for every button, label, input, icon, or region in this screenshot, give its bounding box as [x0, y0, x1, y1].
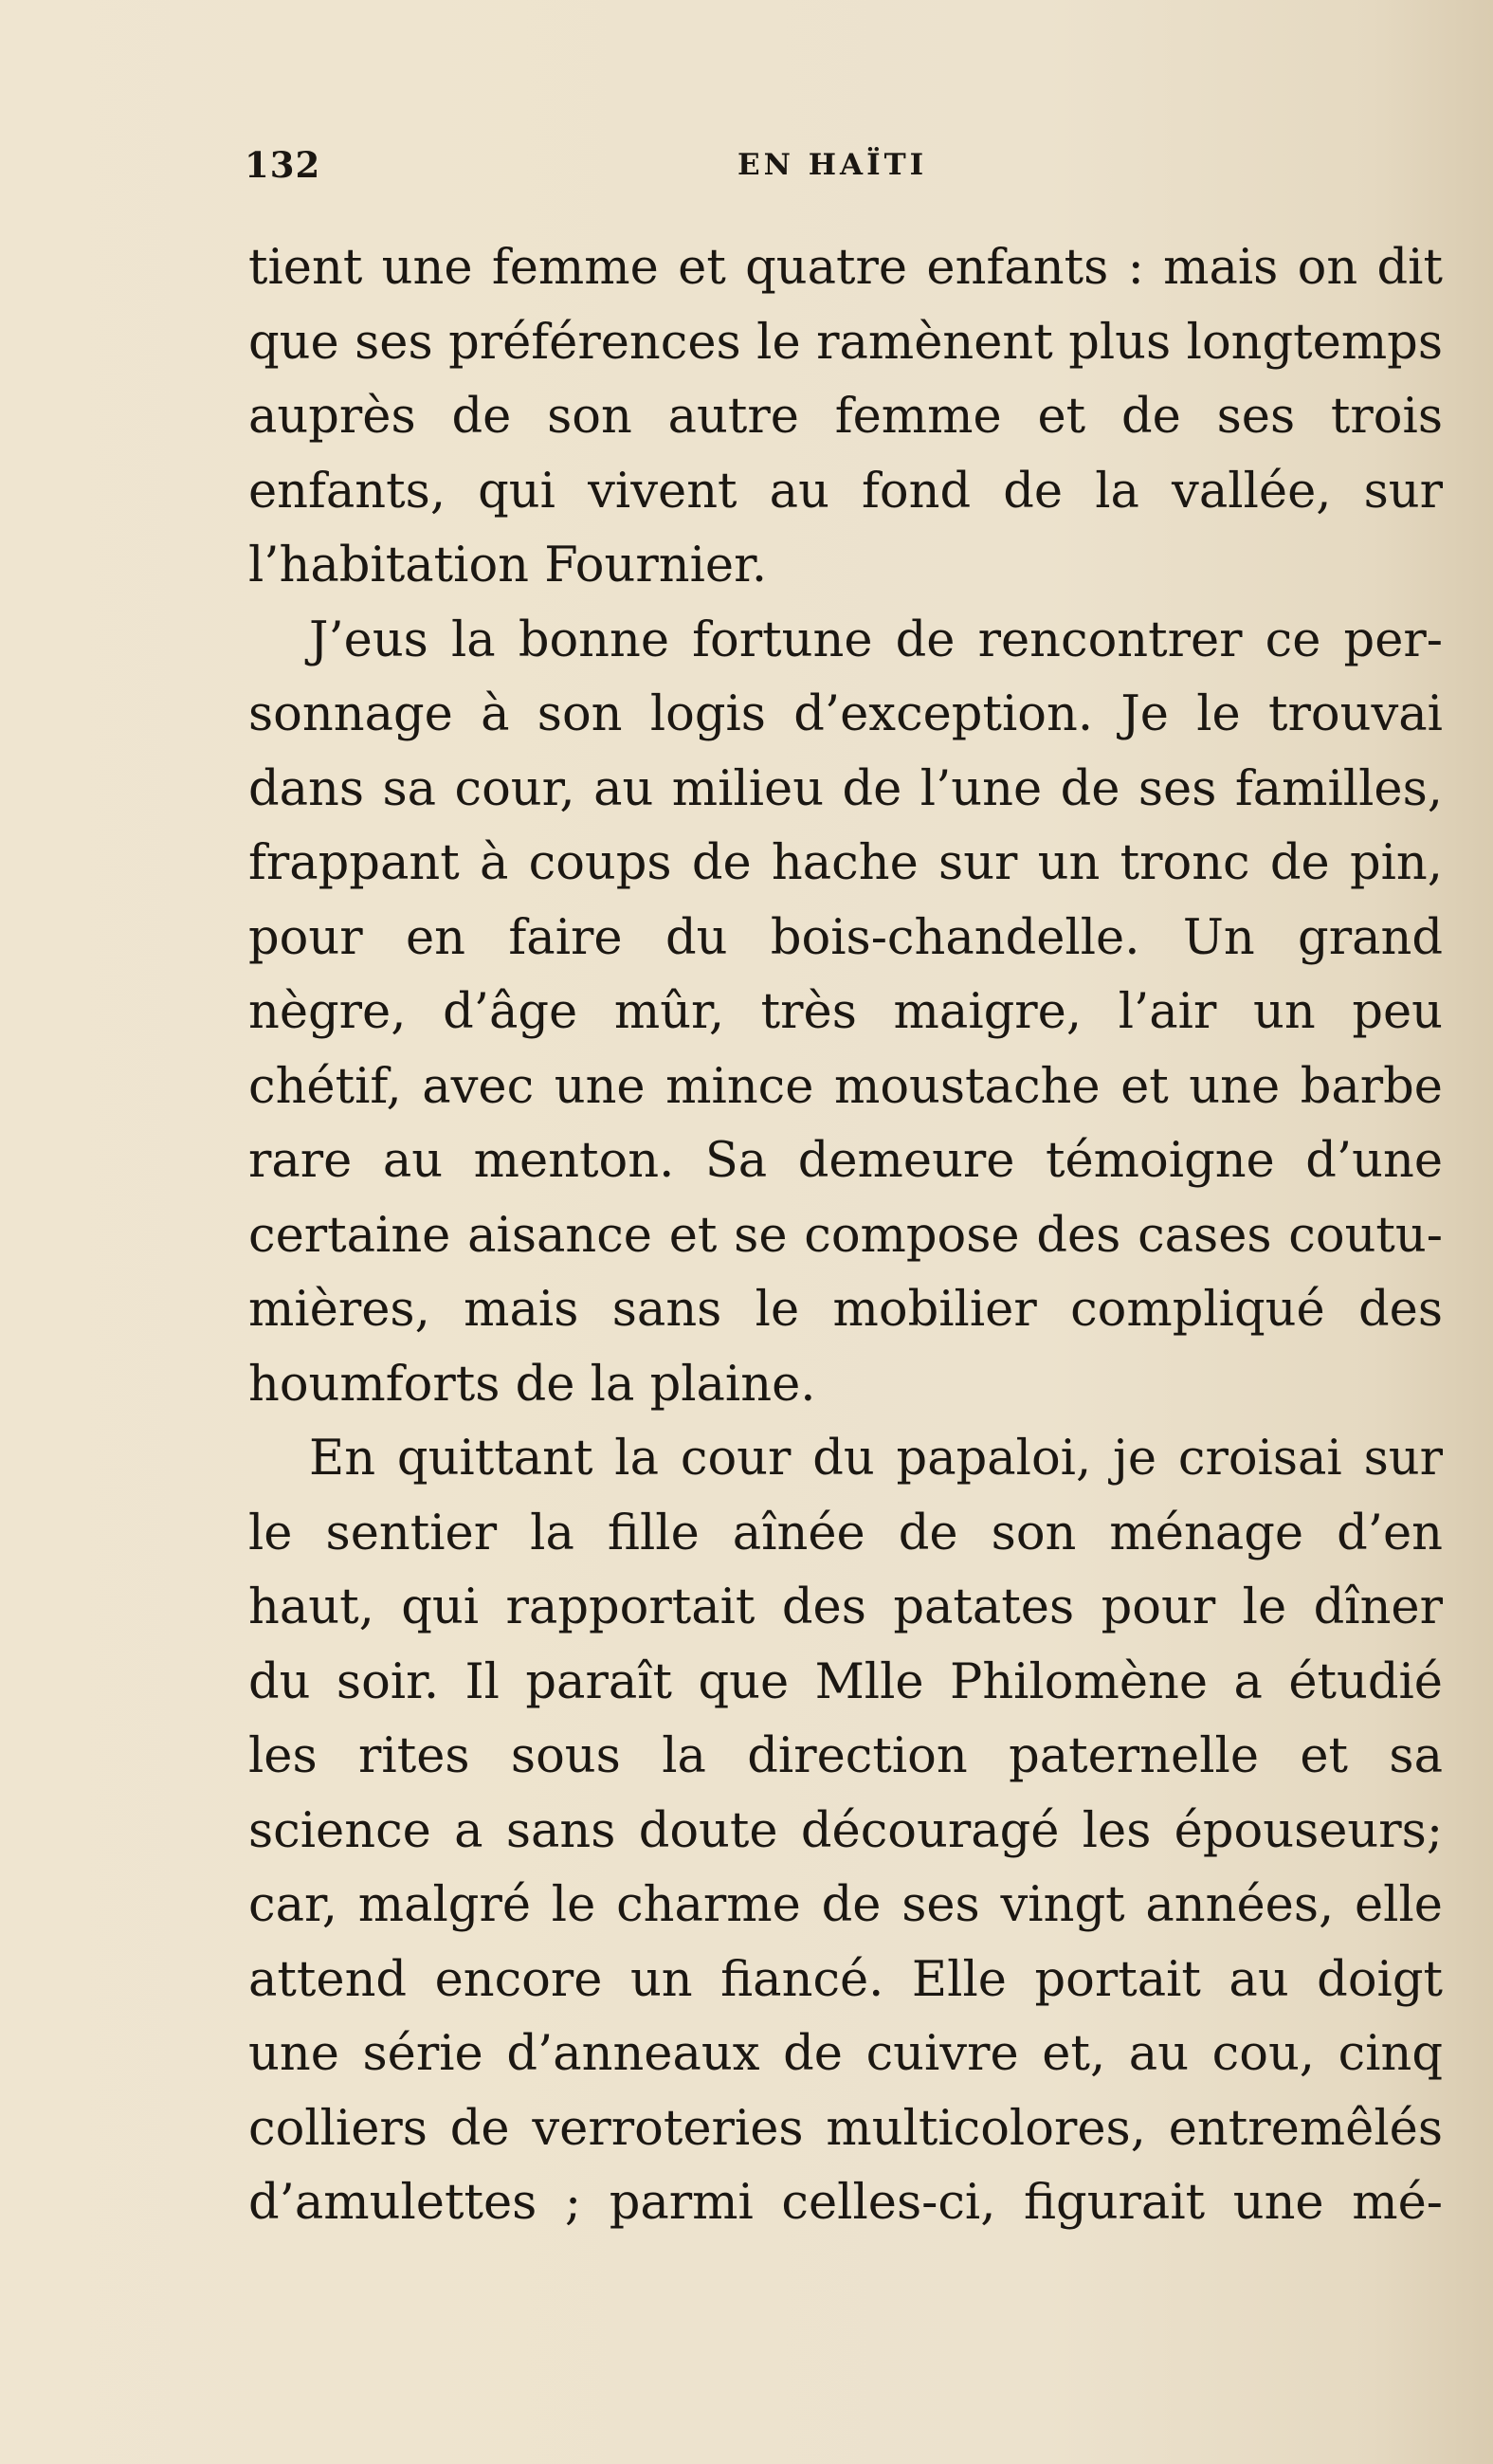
text-line: auprès de son autre femme et de ses trois [248, 389, 1443, 445]
text-line: sonnage à son logis d’exception. Je le trouvai [248, 686, 1443, 742]
text-line: certaine aisance et se compose des cases coutu- [248, 1207, 1443, 1264]
text-line: d’amulettes ; parmi celles-ci, figurait une mé- [248, 2175, 1443, 2231]
text-line: que ses préférences le ramènent plus longtemps [248, 314, 1443, 371]
running-title: EN HAÏTI [737, 148, 928, 182]
text-line: du soir. Il paraît que Mlle Philomène a étudié [248, 1653, 1443, 1710]
text-line: l’habitation Fournier. [248, 538, 768, 593]
text-line: chétif, avec une mince moustache et une barbe [248, 1058, 1443, 1115]
text-line: enfants, qui vivent au fond de la vallée, sur [248, 463, 1443, 520]
text-line: houmforts de la plaine. [248, 1356, 816, 1413]
text-line: nègre, d’âge mûr, très maigre, l’air un peu [248, 984, 1443, 1040]
text-line: science a sans doute découragé les épouseurs; [248, 1802, 1443, 1859]
body-text [248, 231, 1443, 2241]
text-line: haut, qui rapportait des patates pour le dîner [248, 1579, 1443, 1635]
text-line: car, malgré le charme de ses vingt années, elle [248, 1877, 1443, 1933]
text-line: J’eus la bonne fortune de rencontrer ce per- [309, 611, 1443, 668]
text-line: les rites sous la direction paternelle et sa [248, 1728, 1443, 1784]
text-line: frappant à coups de hache sur un tronc de pin, [248, 835, 1443, 891]
text-line: dans sa cour, au milieu de l’une de ses familles, [248, 760, 1443, 817]
page-number: 132 [245, 144, 321, 186]
text-line: attend encore un fiancé. Elle portait au doigt [248, 1951, 1443, 2008]
text-line: une série d’anneaux de cuivre et, au cou, cinq [248, 2026, 1443, 2082]
text-line: le sentier la fille aînée de son ménage d’en [248, 1505, 1443, 1561]
text-line: pour en faire du bois-chandelle. Un grand [248, 909, 1443, 966]
text-line: rare au menton. Sa demeure témoigne d’une [248, 1133, 1443, 1189]
page-header [245, 144, 1441, 201]
text-line: mières, mais sans le mobilier compliqué des [248, 1282, 1443, 1338]
text-line: En quittant la cour du papaloi, je croisai sur [309, 1431, 1443, 1487]
text-line: tient une femme et quatre enfants : mais on dit [248, 240, 1443, 296]
text-line: colliers de verroteries multicolores, entremêlés [248, 2100, 1443, 2157]
